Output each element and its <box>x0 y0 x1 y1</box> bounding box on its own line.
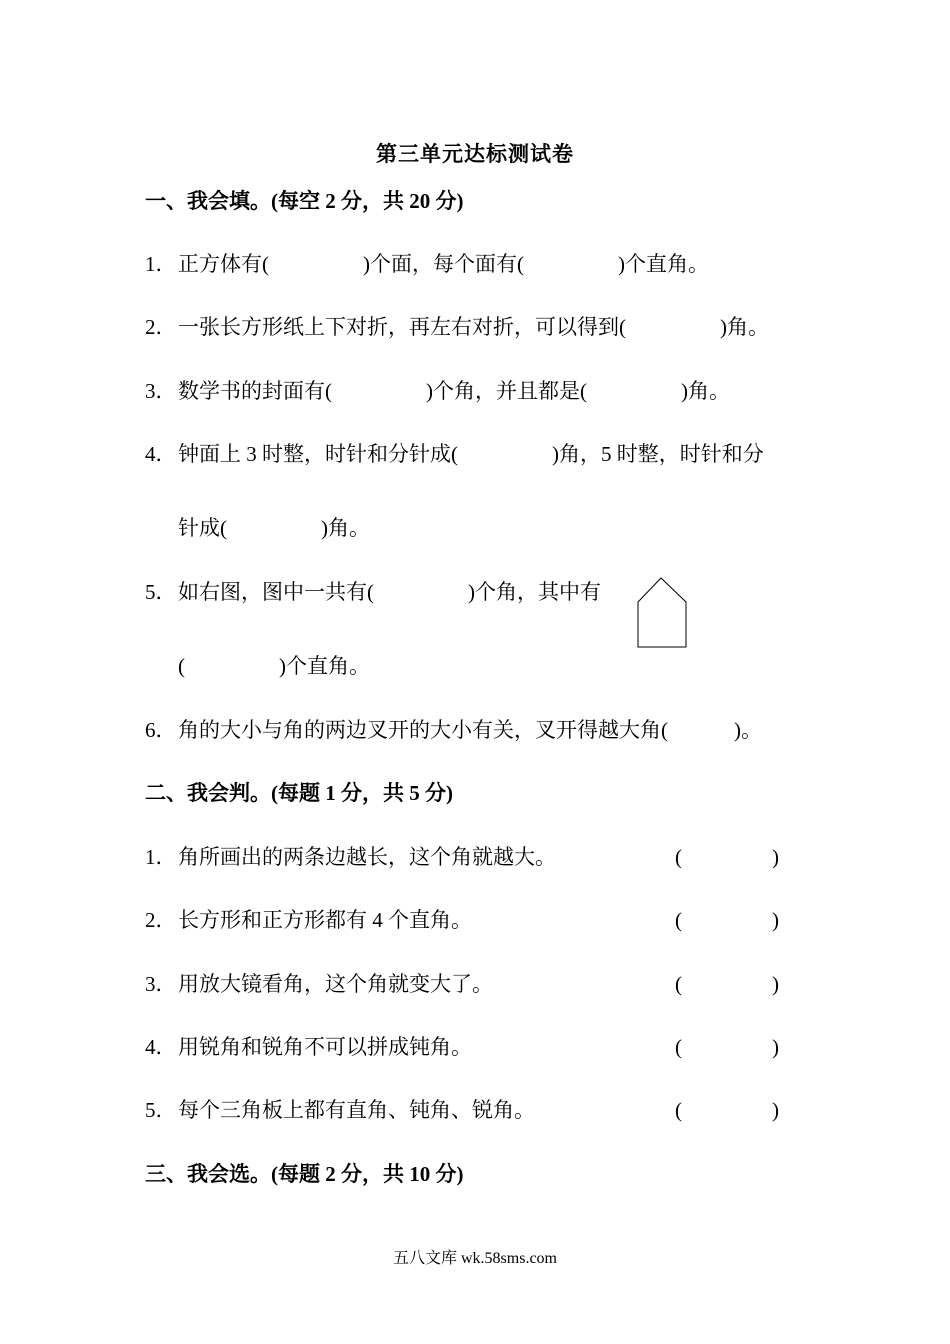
house-pentagon-figure <box>636 576 690 650</box>
judge-question-2: 2．长方形和正方形都有 4 个直角。 <box>145 905 472 935</box>
section1-heading: 一、我会填。(每空 2 分，共 20 分) <box>145 189 464 213</box>
question-number: 5． <box>145 580 177 604</box>
page-title: 第三单元达标测试卷 <box>376 142 574 166</box>
answer-paren-close: ) <box>772 1035 779 1059</box>
section3-heading: 三、我会选。(每题 2 分，共 10 分) <box>145 1162 464 1186</box>
fill-question-1: 1．正方体有( )个面，每个面有( )个直角。 <box>145 249 709 279</box>
fill-question-5: 5．如右图，图中一共有( )个角，其中有 <box>145 577 601 607</box>
answer-paren-close: ) <box>772 845 779 869</box>
question-number: 6． <box>145 718 177 742</box>
question-number: 1． <box>145 845 177 869</box>
judge-question-4: 4．用锐角和锐角不可以拼成钝角。 <box>145 1032 472 1062</box>
fill-question-2: 2．一张长方形纸上下对折，再左右对折，可以得到( )角。 <box>145 312 769 342</box>
question-number: 2． <box>145 315 177 339</box>
footer-watermark: 五八文库 wk.58sms.com <box>392 1250 557 1267</box>
answer-paren-close: ) <box>772 1098 779 1122</box>
question-number: 4． <box>145 1035 177 1059</box>
answer-paren-open: ( <box>675 1035 682 1059</box>
question-number: 5． <box>145 1098 177 1122</box>
answer-paren-open: ( <box>675 908 682 932</box>
judge-question-5: 5．每个三角板上都有直角、钝角、锐角。 <box>145 1095 535 1125</box>
question-number: 1． <box>145 252 177 276</box>
fill-question-3: 3．数学书的封面有( )个角，并且都是( )角。 <box>145 376 730 406</box>
answer-paren-open: ( <box>675 845 682 869</box>
question-number: 3． <box>145 972 177 996</box>
question-number: 3． <box>145 379 177 403</box>
section2-heading: 二、我会判。(每题 1 分，共 5 分) <box>145 781 453 805</box>
fill-question-6: 6．角的大小与角的两边叉开的大小有关，叉开得越大角( )。 <box>145 715 762 745</box>
answer-paren-open: ( <box>675 972 682 996</box>
fill-question-4-continued: 针成( )角。 <box>178 516 370 540</box>
judge-question-3: 3．用放大镜看角，这个角就变大了。 <box>145 969 493 999</box>
answer-paren-open: ( <box>675 1098 682 1122</box>
fill-question-5-continued: ( )个直角。 <box>178 654 370 678</box>
question-number: 4． <box>145 442 177 466</box>
answer-paren-close: ) <box>772 972 779 996</box>
answer-paren-close: ) <box>772 908 779 932</box>
fill-question-4: 4．钟面上 3 时整，时针和分针成( )角，5 时整，时针和分 <box>145 439 764 469</box>
question-number: 2． <box>145 908 177 932</box>
judge-question-1: 1．角所画出的两条边越长，这个角就越大。 <box>145 842 556 872</box>
